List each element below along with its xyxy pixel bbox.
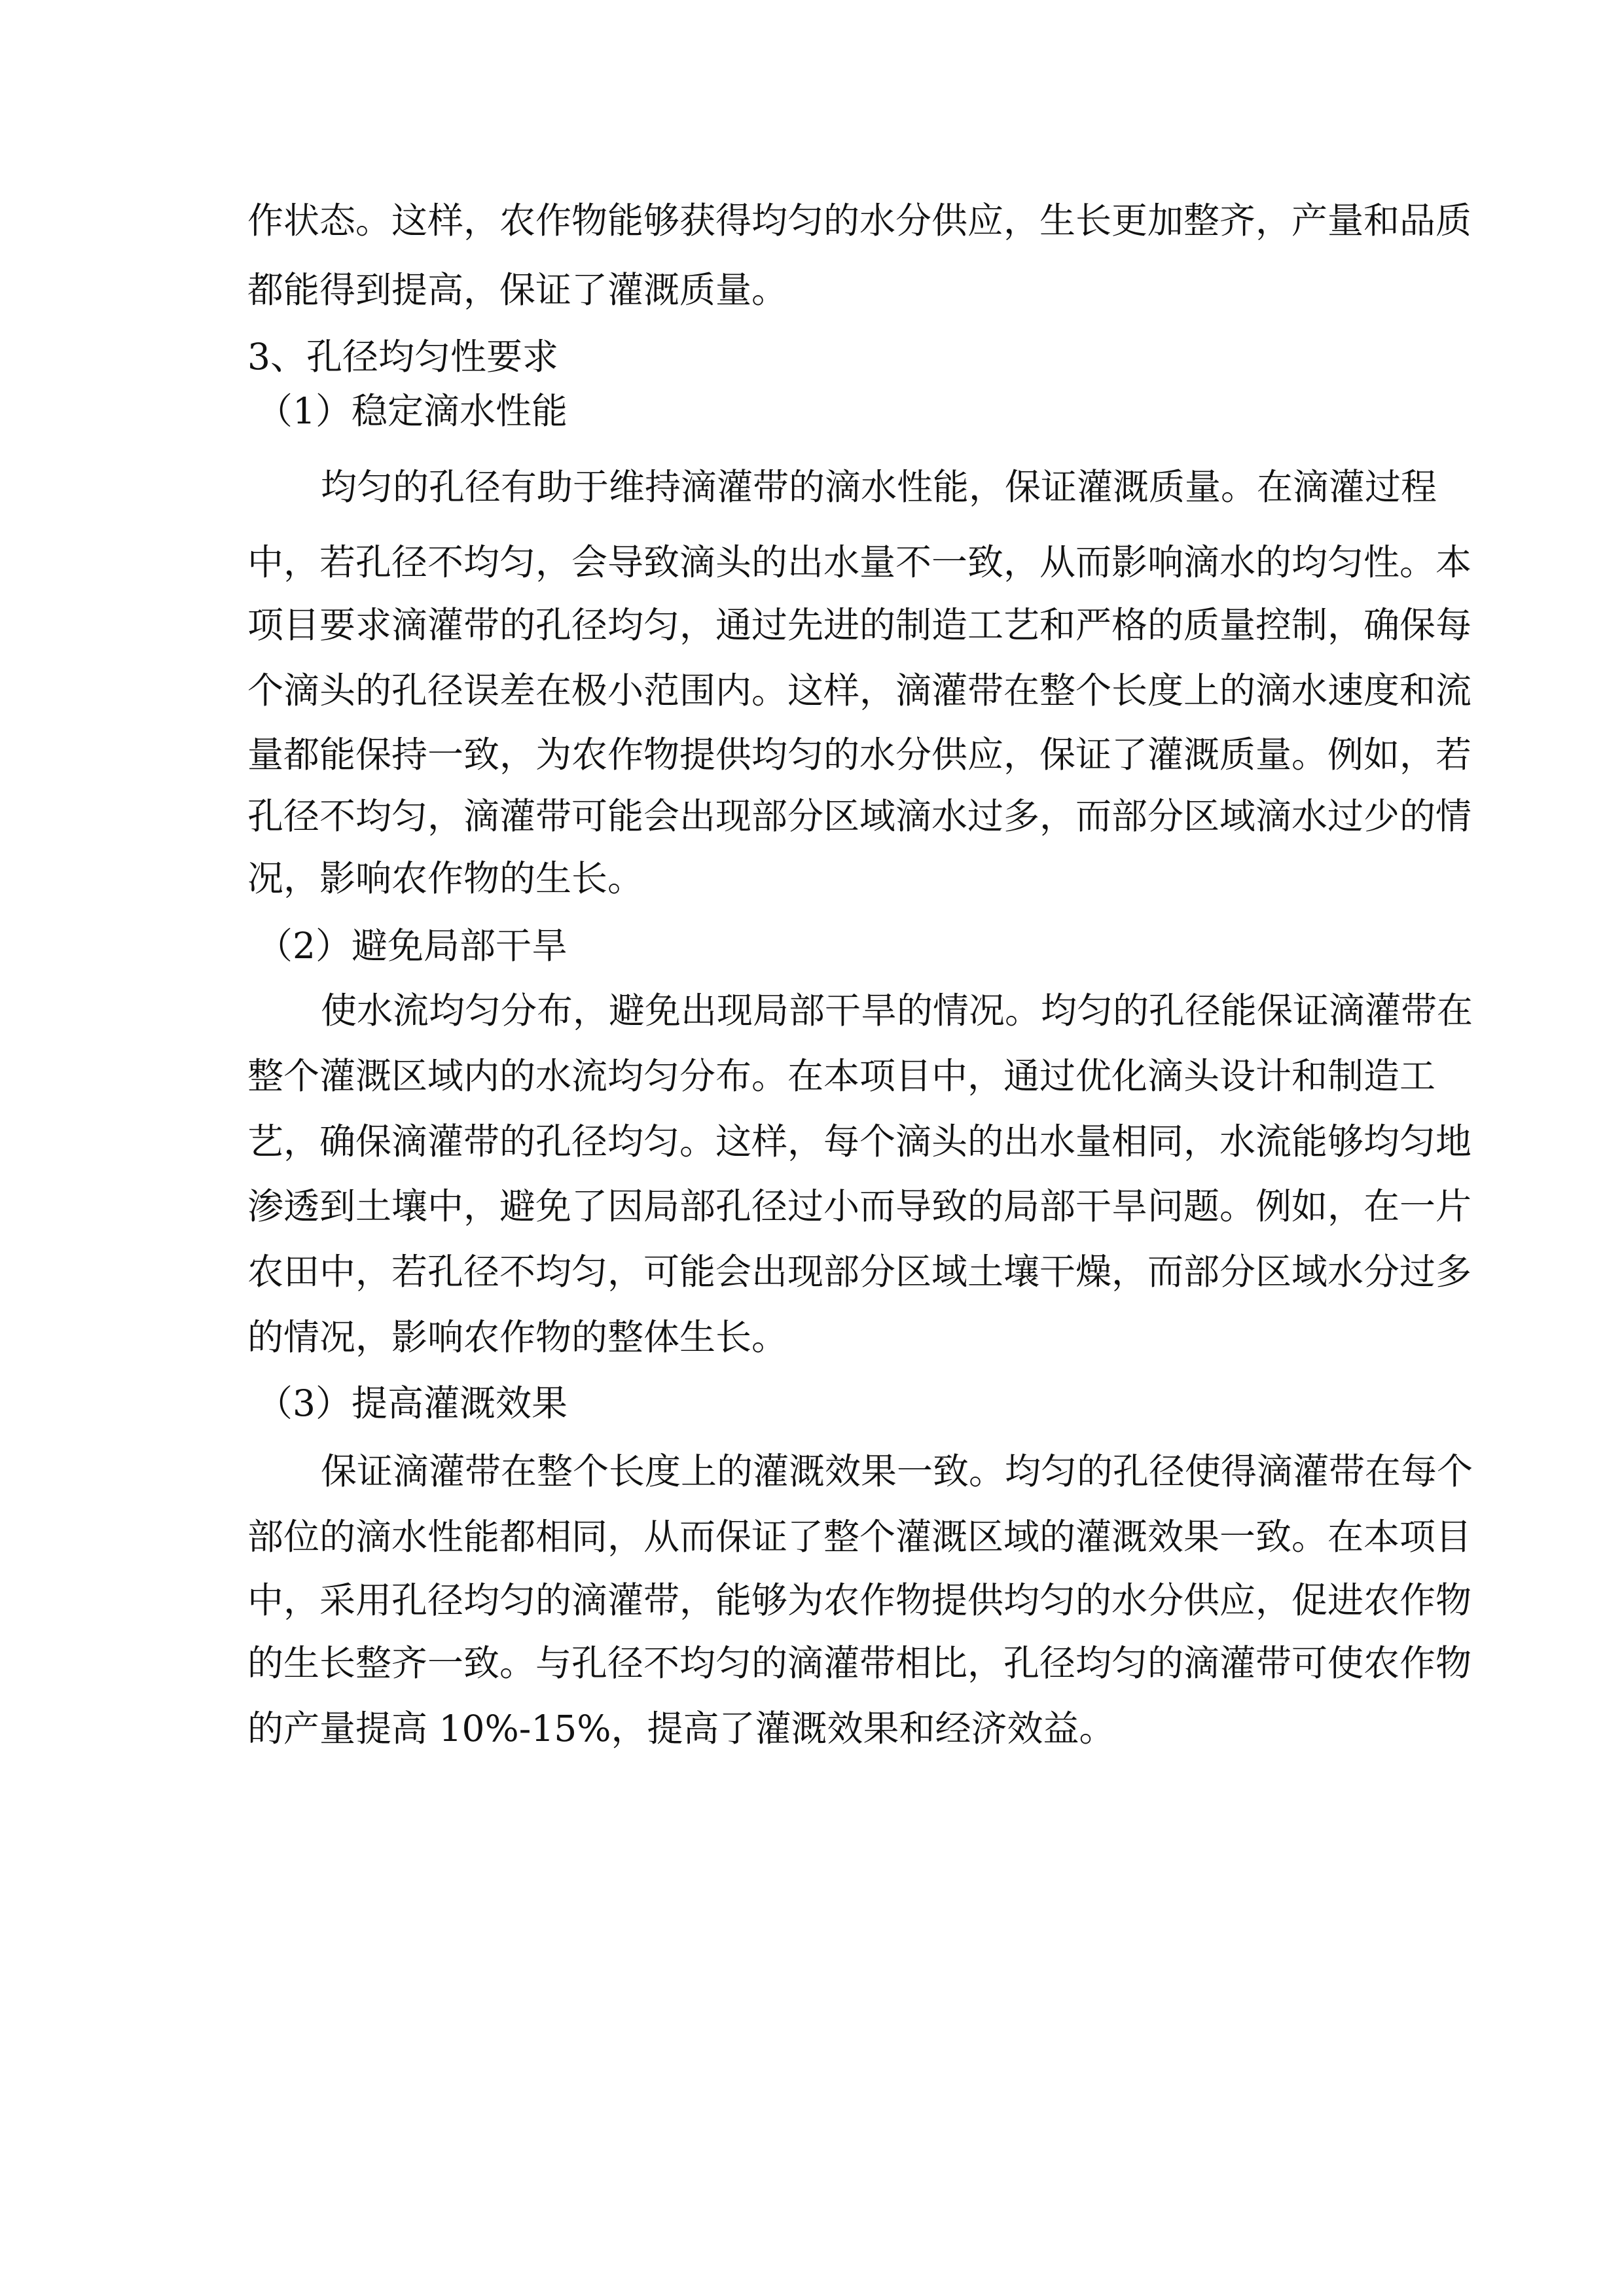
paragraph-line: 个滴头的孔径误差在极小范围内。这样，滴灌带在整个长度上的滴水速度和流 <box>247 670 1472 711</box>
paragraph-line: 均匀的孔径有助于维持滴灌带的滴水性能，保证灌溉质量。在滴灌过程 <box>321 466 1437 508</box>
paragraph-line: 整个灌溉区域内的水流均匀分布。在本项目中，通过优化滴头设计和制造工 <box>247 1055 1436 1097</box>
paragraph-line: 的产量提高 10%-15%，提高了灌溉效果和经济效益。 <box>247 1708 1115 1749</box>
paragraph-line: 量都能保持一致，为农作物提供均匀的水分供应，保证了灌溉质量。例如，若 <box>247 734 1472 776</box>
paragraph-line: 作状态。这样，农作物能够获得均匀的水分供应，生长更加整齐，产量和品质 <box>247 200 1472 242</box>
paragraph-line: 农田中，若孔径不均匀，可能会出现部分区域土壤干燥，而部分区域水分过多 <box>247 1251 1472 1293</box>
paragraph-line: 的生长整齐一致。与孔径不均匀的滴灌带相比，孔径均匀的滴灌带可使农作物 <box>247 1642 1472 1684</box>
paragraph-line: 艺，确保滴灌带的孔径均匀。这样，每个滴头的出水量相同，水流能够均匀地 <box>247 1121 1472 1162</box>
paragraph-line: 况，影响农作物的生长。 <box>247 857 644 899</box>
subsection-heading: （2）避免局部干旱 <box>257 925 568 967</box>
paragraph-line: 中，若孔径不均匀，会导致滴头的出水量不一致，从而影响滴水的均匀性。本 <box>247 541 1472 583</box>
section-heading: 3、孔径均匀性要求 <box>247 336 558 378</box>
paragraph-line: 使水流均匀分布，避免出现局部干旱的情况。均匀的孔径能保证滴灌带在 <box>321 990 1473 1031</box>
paragraph-line: 部位的滴水性能都相同，从而保证了整个灌溉区域的灌溉效果一致。在本项目 <box>247 1516 1472 1558</box>
paragraph-line: 中，采用孔径均匀的滴灌带，能够为农作物提供均匀的水分供应，促进农作物 <box>247 1579 1472 1621</box>
subsection-heading: （1）稳定滴水性能 <box>257 390 568 432</box>
paragraph-line: 的情况，影响农作物的整体生长。 <box>247 1316 788 1358</box>
paragraph-line: 保证滴灌带在整个长度上的灌溉效果一致。均匀的孔径使得滴灌带在每个 <box>321 1450 1473 1492</box>
paragraph-line: 渗透到土壤中，避免了因局部孔径过小而导致的局部干旱问题。例如，在一片 <box>247 1185 1472 1227</box>
paragraph-line: 都能得到提高，保证了灌溉质量。 <box>247 269 788 311</box>
paragraph-line: 孔径不均匀，滴灌带可能会出现部分区域滴水过多，而部分区域滴水过少的情 <box>247 795 1472 837</box>
paragraph-line: 项目要求滴灌带的孔径均匀，通过先进的制造工艺和严格的质量控制，确保每 <box>247 604 1472 646</box>
subsection-heading: （3）提高灌溉效果 <box>257 1382 568 1424</box>
